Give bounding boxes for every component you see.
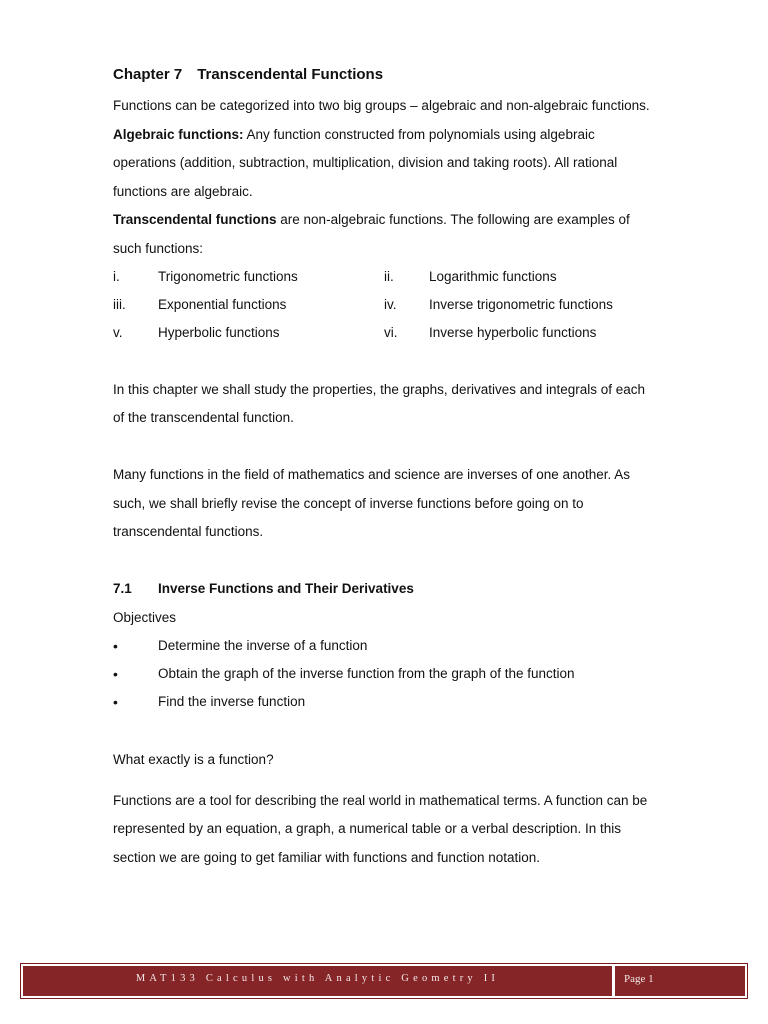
bullet-icon: • (113, 638, 118, 654)
bullet-icon: • (113, 694, 118, 710)
example-number: ii. (384, 269, 394, 284)
bullet-icon: • (113, 666, 118, 682)
objective-text: Determine the inverse of a function (158, 638, 368, 653)
examples-row (113, 319, 658, 347)
section-title: Inverse Functions and Their Derivatives (158, 581, 414, 596)
page-footer (20, 963, 748, 999)
example-text: Hyperbolic functions (158, 325, 280, 340)
algebraic-functions-definition: Any function constructed from polynomials using algebraic operations (addition, subtraction, multiplication, division and taking roots). All rational functions are algebraic. (113, 126, 618, 199)
question-line: What exactly is a function? (113, 752, 274, 767)
chapter-number: Chapter 7 (113, 66, 183, 83)
page-content (113, 62, 658, 872)
section-number: 7.1 (113, 581, 132, 596)
example-text: Inverse hyperbolic functions (429, 325, 597, 340)
closing-paragraph: Functions are a tool for describing the real world in mathematical terms. A function can be represented by an equation, a graph, a numerical table or a verbal description. In this section we are going to get familiar with functions and function notation. (113, 792, 648, 865)
list-item (113, 660, 658, 688)
example-text: Trigonometric functions (158, 269, 298, 284)
intro-text: Functions can be categorized into two big groups – algebraic and non-algebraic functions. (113, 98, 650, 113)
example-number: iii. (113, 297, 126, 312)
transcendental-functions-term: Transcendental functions (113, 212, 277, 227)
algebraic-functions-term: Algebraic functions: (113, 126, 244, 142)
objective-text: Obtain the graph of the inverse function from the graph of the function (158, 666, 575, 681)
objectives-list (113, 632, 658, 716)
example-number: iv. (384, 297, 397, 312)
study-paragraph: In this chapter we shall study the properties, the graphs, derivatives and integrals of each of the transcendental function. (113, 381, 646, 425)
example-text: Inverse trigonometric functions (429, 297, 613, 312)
objective-text: Find the inverse function (158, 694, 306, 709)
example-text: Exponential functions (158, 297, 287, 312)
list-item (113, 688, 658, 716)
examples-list (113, 263, 658, 347)
intro-paragraph (113, 92, 658, 206)
transcendental-functions-definition: are non-algebraic functions. The following are examples of such functions: (113, 212, 630, 256)
example-number: i. (113, 269, 120, 284)
transcendental-paragraph (113, 206, 658, 263)
example-number: v. (113, 325, 123, 340)
objectives-label: Objectives (113, 609, 177, 625)
chapter-title: Transcendental Functions (197, 66, 384, 83)
chapter-heading (113, 62, 658, 88)
examples-row (113, 263, 658, 291)
section-heading (113, 575, 658, 604)
example-text: Logarithmic functions (429, 269, 557, 284)
footer-page-number: Page 1 (615, 966, 745, 996)
inverses-paragraph: Many functions in the field of mathematics and science are inverses of one another. As such, we shall briefly revise the concept of inverse functions before going on to transcendental functions. (113, 467, 631, 539)
example-number: vi. (384, 325, 398, 340)
list-item (113, 632, 658, 660)
footer-course-title: MAT133 Calculus with Analytic Geometry II (23, 966, 612, 996)
examples-row (113, 291, 658, 319)
